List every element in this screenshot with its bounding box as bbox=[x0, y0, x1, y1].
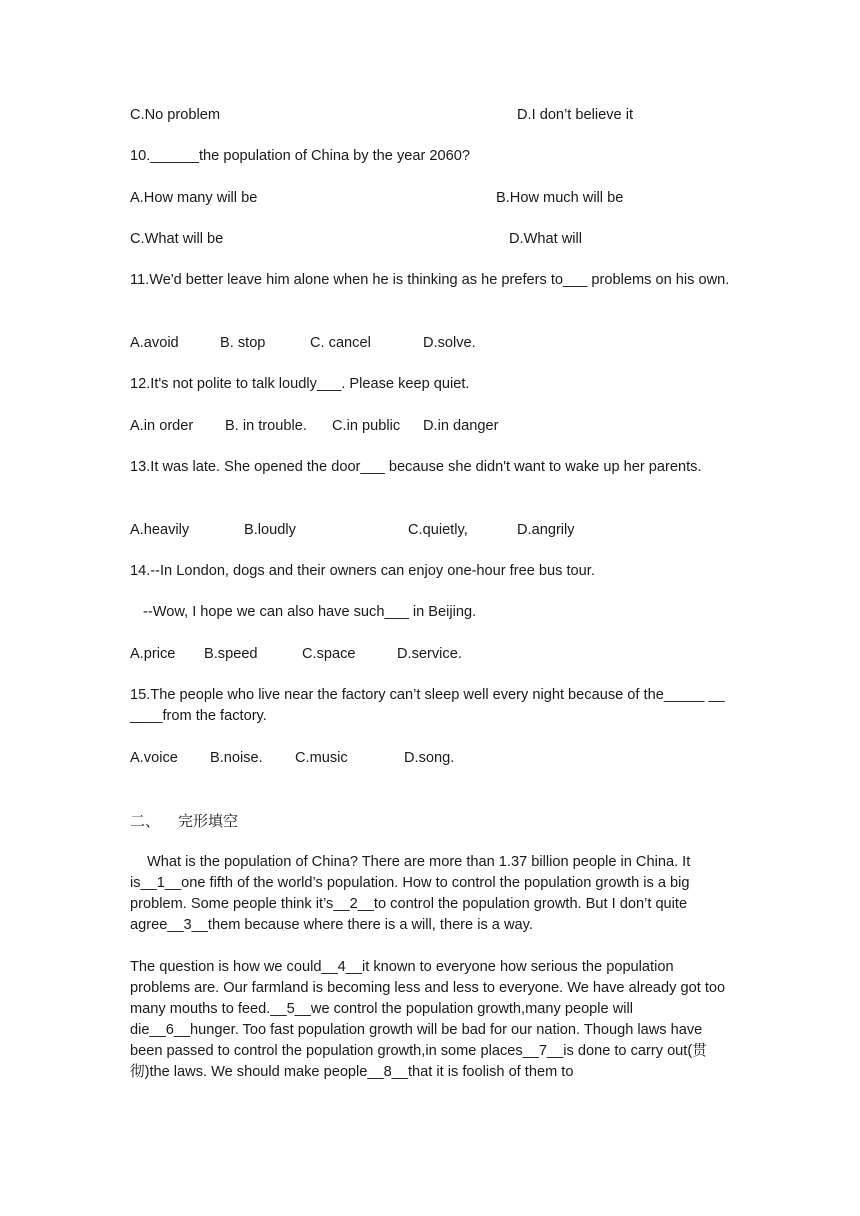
q12-option-d: D.in danger bbox=[423, 418, 499, 434]
q11-option-d: D.solve. bbox=[423, 335, 476, 351]
q10-option-c: C.What will be bbox=[130, 231, 224, 247]
q15-option-c: C.music bbox=[295, 750, 348, 766]
q14-stem-reply: --Wow, I hope we can also have such___ in Beijing. bbox=[143, 604, 477, 620]
q13-option-d: D.angrily bbox=[517, 522, 575, 538]
q15-option-b: B.noise. bbox=[210, 750, 263, 766]
q15-option-d: D.song. bbox=[404, 750, 455, 766]
q13-option-a: A.heavily bbox=[130, 522, 190, 538]
q14-option-c: C.space bbox=[302, 646, 356, 662]
section-title: 完形填空 bbox=[178, 812, 239, 830]
q15-option-a: A.voice bbox=[130, 750, 178, 766]
q11-stem: 11.We'd better leave him alone when he is thinking as he prefers to___ problems on his own. bbox=[130, 272, 730, 288]
section-heading bbox=[130, 811, 256, 832]
q11-option-b: B. stop bbox=[220, 335, 266, 351]
section-number: 二、 bbox=[130, 812, 161, 830]
q12-option-b: B. in trouble. bbox=[225, 418, 307, 434]
q14-option-b: B.speed bbox=[204, 646, 258, 662]
q13-option-c: C.quietly, bbox=[408, 522, 468, 538]
passage-paragraph-2: The question is how we could__4__it known to everyone how serious the population problems are. Our farmland is becoming less and less to everyone. We have already got too many mouths to feed.__5__we control the population growth,many people will die__6__hunger. Too fast population growth will be bad for our nation. Though laws have been passed to control the population growth,in some places__7__is done to carry out(贯彻)the laws. We should make people__8__that it is foolish of them to bbox=[130, 959, 726, 1080]
q9-option-d: D.I don’t believe it bbox=[517, 107, 634, 123]
q11-option-a: A.avoid bbox=[130, 335, 179, 351]
q10-stem: 10.______the population of China by the year 2060? bbox=[130, 148, 470, 164]
q15-stem: 15.The people who live near the factory can’t sleep well every night because of the_____ __ ____from the factory. bbox=[130, 687, 725, 724]
q14-option-d: D.service. bbox=[397, 646, 462, 662]
passage-paragraph-1: What is the population of China? There are more than 1.37 billion people in China. It is__1__one fifth of the world’s population. How to control the population growth is a big problem. Some people think it’s__2__to control the population growth. But I don’t quite agree__3__them because where there is a will, there is a way. bbox=[130, 854, 691, 933]
q10-option-b: B.How much will be bbox=[496, 190, 624, 206]
q13-stem: 13.It was late. She opened the door___ because she didn't want to wake up her parents. bbox=[130, 459, 702, 475]
q11-option-c: C. cancel bbox=[310, 335, 371, 351]
q12-option-a: A.in order bbox=[130, 418, 194, 434]
q12-stem: 12.It's not polite to talk loudly___. Please keep quiet. bbox=[130, 376, 470, 392]
q14-stem: 14.--In London, dogs and their owners can enjoy one-hour free bus tour. bbox=[130, 563, 595, 579]
q14-option-a: A.price bbox=[130, 646, 176, 662]
cloze-passage bbox=[130, 852, 732, 1083]
q12-option-c: C.in public bbox=[332, 418, 401, 434]
q10-option-d: D.What will bbox=[509, 231, 582, 247]
q10-option-a: A.How many will be bbox=[130, 190, 258, 206]
q13-option-b: B.loudly bbox=[244, 522, 296, 538]
q9-option-c: C.No problem bbox=[130, 107, 221, 123]
